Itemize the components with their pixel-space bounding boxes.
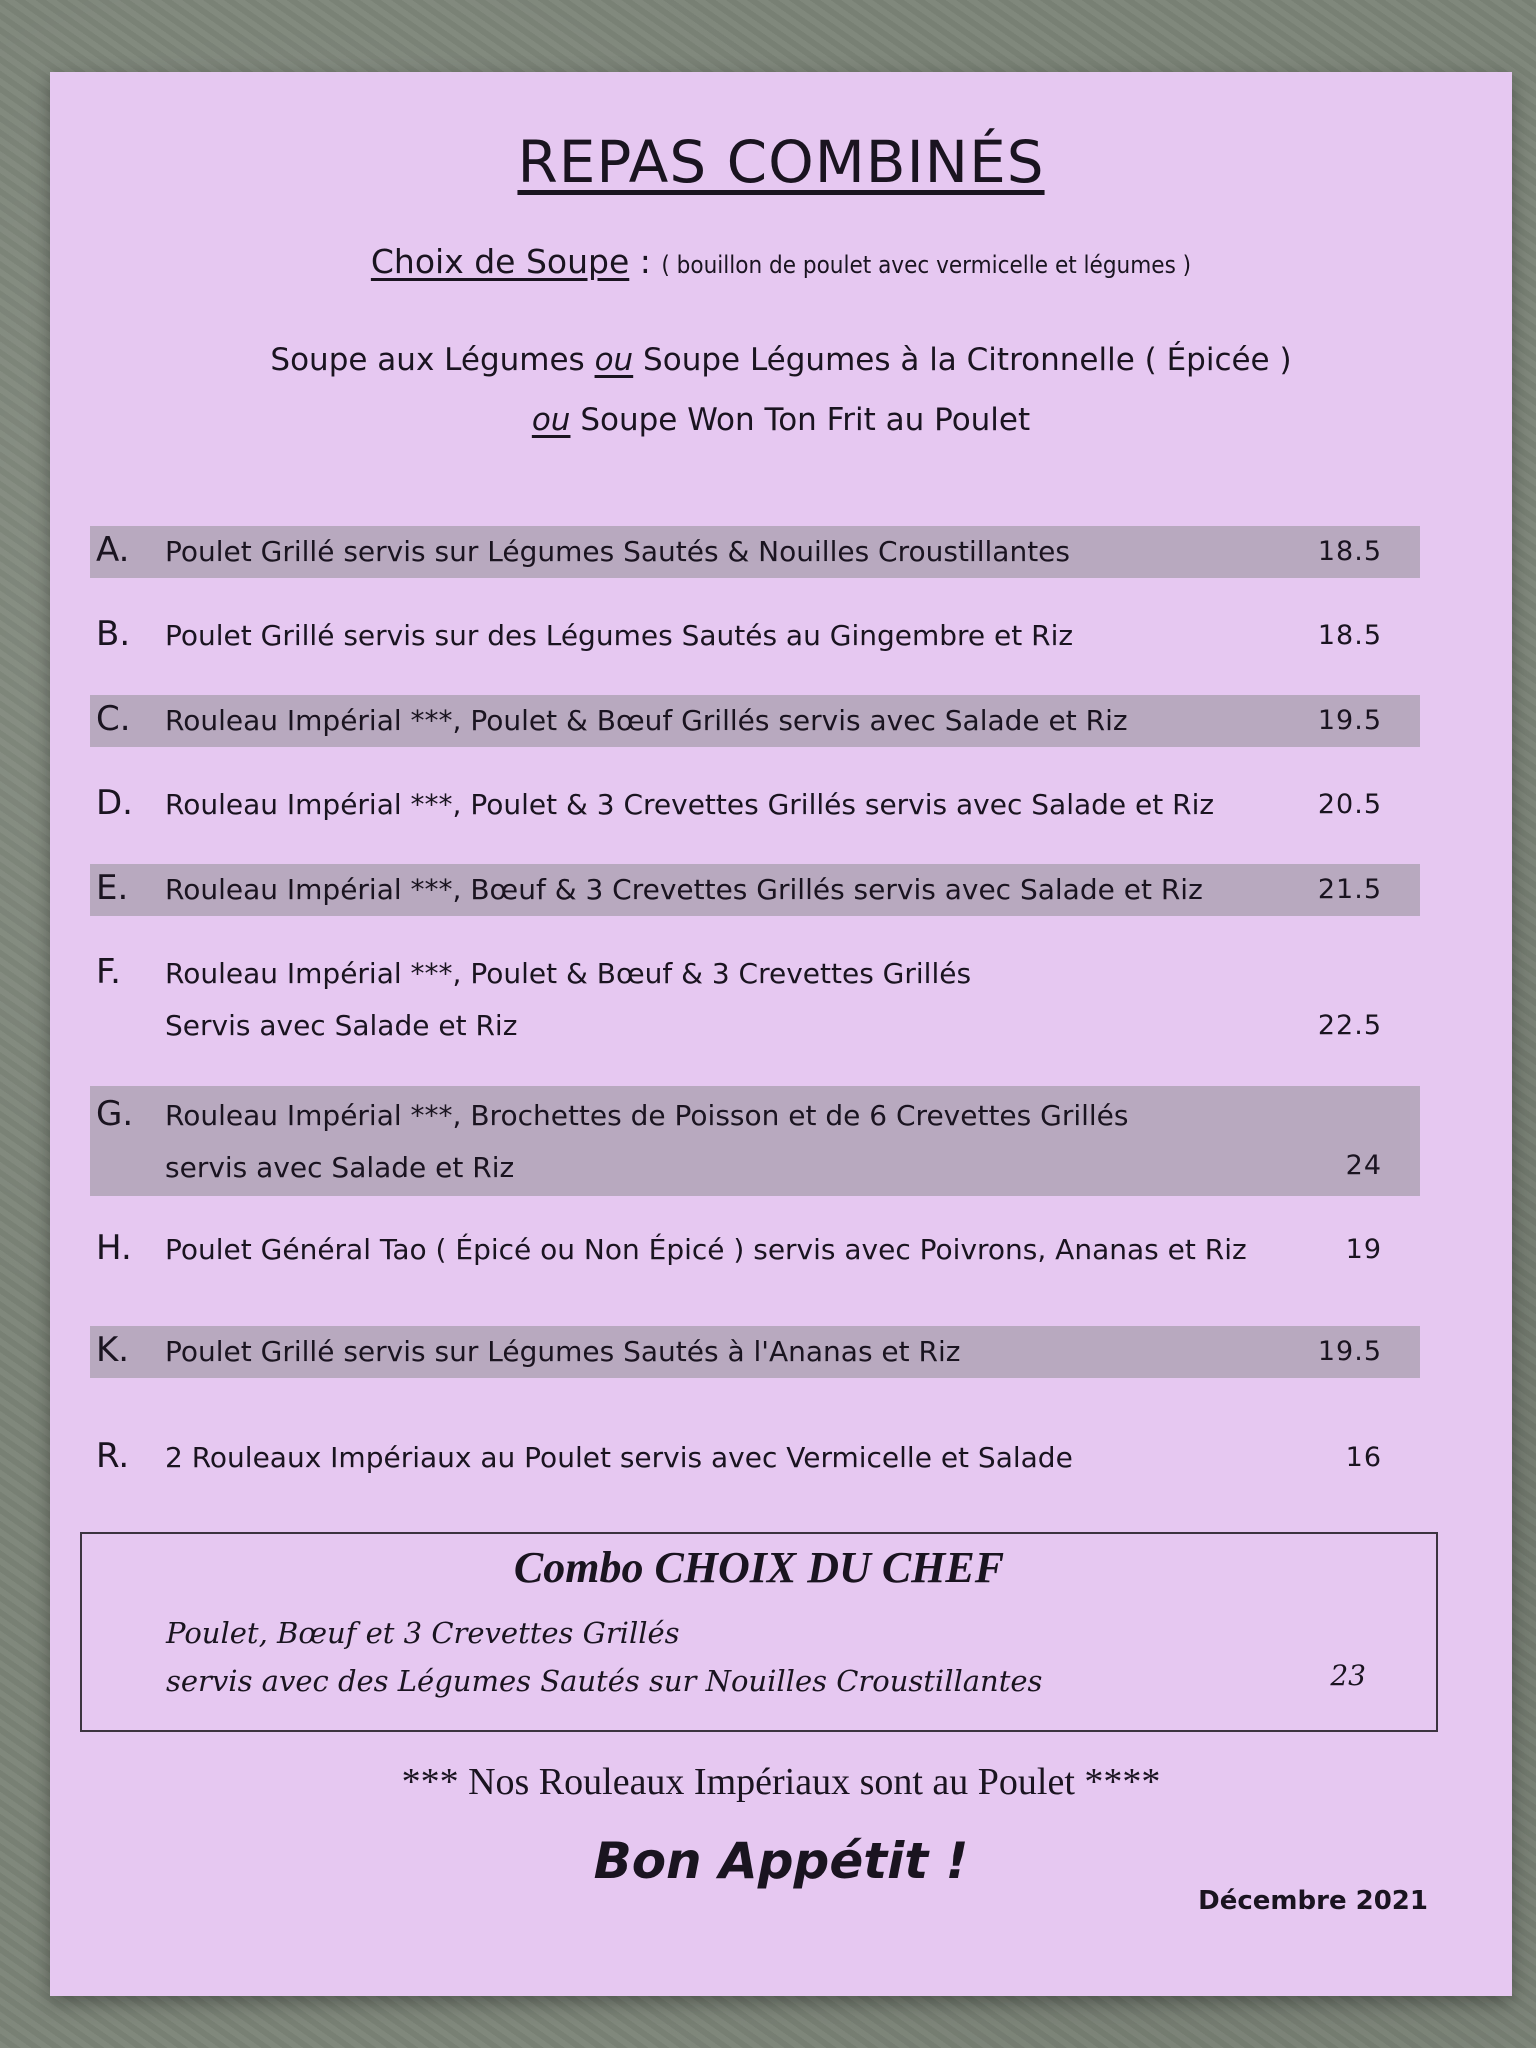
menu-item-description [165,1090,1310,1194]
menu-item-letter: R. [96,1436,130,1476]
menu-item-price: 18.5 [1317,536,1382,567]
soup-choice-heading [50,242,1512,281]
soup-option-1: Soupe aux Légumes [270,342,585,378]
chef-combo-box [80,1532,1438,1732]
menu-item-c [90,695,1420,747]
menu-item-letter: G. [96,1094,134,1134]
menu-item-line-1: Poulet Grillé servis sur des Légumes Sautés au Gingembre et Riz [165,619,1074,652]
menu-item-line-1: Rouleau Impérial ***, Bœuf & 3 Crevettes Grillés servis avec Salade et Riz [165,873,1203,906]
menu-item-line-1: Rouleau Impérial ***, Poulet & 3 Crevettes Grillés servis avec Salade et Riz [165,788,1215,821]
menu-item-letter: B. [96,614,131,654]
menu-item-description [165,864,1310,916]
menu-item-letter: C. [96,699,131,739]
menu-item-price: 24 [1345,1150,1382,1181]
menu-item-line-2: Servis avec Salade et Riz [165,1009,518,1042]
menu-item-e [90,864,1420,916]
closing-text: Bon Appétit ! [593,1832,969,1890]
menu-item-letter: D. [96,783,133,823]
menu-item-line-1: Rouleau Impérial ***, Brochettes de Poisson et de 6 Crevettes Grillés [165,1099,1129,1132]
menu-item-description [165,526,1310,578]
menu-item-description [165,1224,1340,1276]
menu-item-line-1: Poulet Grillé servis sur Légumes Sautés & Nouilles Croustillantes [165,535,1070,568]
menu-title: REPAS COMBINÉS [517,128,1045,196]
soup-option-2: Soupe Légumes à la Citronnelle ( Épicée ) [643,342,1292,378]
menu-item-line-2: servis avec Salade et Riz [165,1151,515,1184]
menu-item-f [90,948,1420,1052]
chef-combo-line-2: servis avec des Légumes Sautés sur Nouilles Croustillantes [166,1664,1043,1698]
soup-option-3: Soupe Won Ton Frit au Poulet [580,402,1031,438]
menu-item-k [90,1326,1420,1378]
menu-item-line-1: Poulet Grillé servis sur Légumes Sautés à l'Ananas et Riz [165,1335,961,1368]
menu-sheet [50,72,1512,1996]
soup-or-1: ou [594,342,634,378]
menu-item-h [90,1224,1420,1276]
menu-item-price: 20.5 [1317,789,1382,820]
menu-item-description [165,779,1310,831]
soup-choice-note: ( bouillon de poulet avec vermicelle et légumes ) [661,251,1192,279]
soup-choice-label: Choix de Soupe [370,242,630,281]
menu-item-price: 22.5 [1317,1010,1382,1041]
menu-item-letter: E. [96,868,129,908]
menu-item-line-1: Rouleau Impérial ***, Poulet & Bœuf & 3 Crevettes Grillés [165,957,972,990]
menu-item-price: 16 [1345,1442,1382,1473]
menu-item-line-1: Rouleau Impérial ***, Poulet & Bœuf Grillés servis avec Salade et Riz [165,704,1128,737]
chef-combo-line-1: Poulet, Bœuf et 3 Crevettes Grillés [166,1616,680,1650]
menu-item-line-1: Poulet Général Tao ( Épicé ou Non Épicé ) servis avec Poivrons, Ananas et Riz [165,1233,1247,1266]
menu-date: Décembre 2021 [1198,1886,1428,1916]
menu-item-description [165,695,1310,747]
soup-options-line-1 [50,330,1512,390]
chef-combo-title: Combo CHOIX DU CHEF [513,1543,1005,1592]
menu-item-price: 18.5 [1317,620,1382,651]
menu-item-price: 19.5 [1317,1336,1382,1367]
menu-item-description [165,1432,1310,1484]
menu-item-line-1: 2 Rouleaux Impériaux au Poulet servis avec Vermicelle et Salade [165,1441,1073,1474]
menu-item-a [90,526,1420,578]
chef-combo-price: 23 [1330,1659,1366,1692]
menu-item-description [165,948,1310,1052]
menu-item-price: 19.5 [1317,705,1382,736]
soup-choice-separator: : [629,242,662,281]
menu-item-letter: K. [96,1330,130,1370]
menu-item-description [165,610,1310,662]
menu-item-g [90,1086,1420,1196]
menu-item-letter: H. [96,1228,132,1268]
menu-item-description [165,1326,1310,1378]
menu-item-letter: F. [96,952,121,992]
menu-item-letter: A. [96,530,130,570]
menu-item-d [90,779,1420,831]
menu-item-r [90,1432,1420,1484]
soup-options-line-2 [50,390,1512,450]
footnote: *** Nos Rouleaux Impériaux sont au Poulet **** [401,1761,1161,1803]
soup-options [50,330,1512,450]
menu-item-price: 21.5 [1317,874,1382,905]
soup-or-2: ou [531,402,571,438]
menu-item-b [90,610,1420,662]
menu-item-price: 19 [1345,1234,1382,1265]
